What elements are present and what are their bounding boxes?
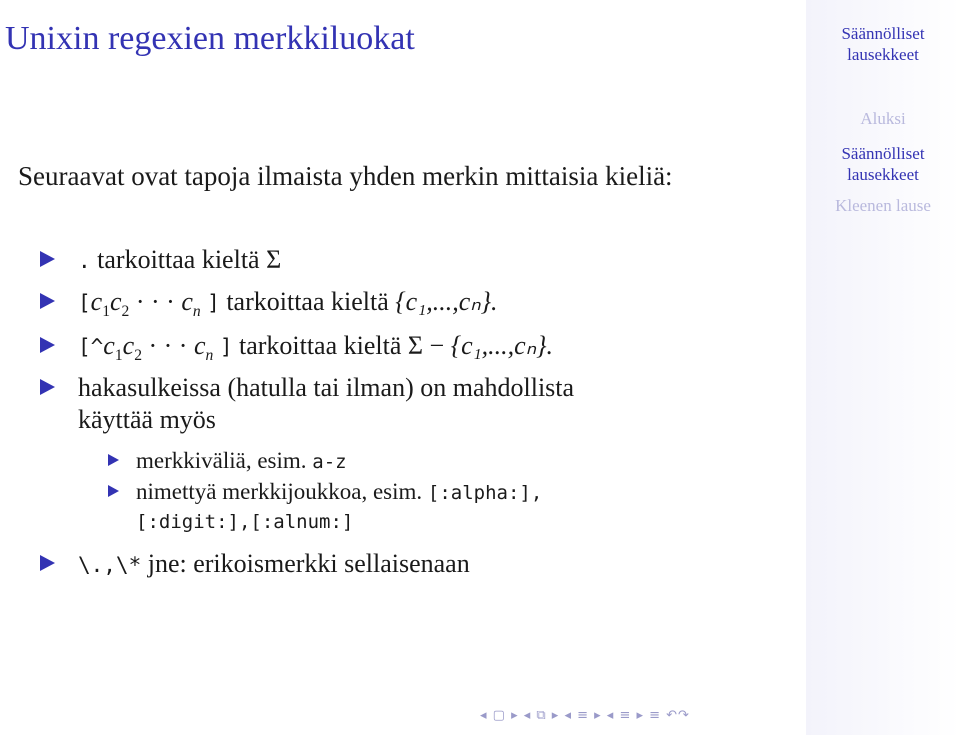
sidebar-section-title[interactable]: Säännölliset lausekkeet [841,24,925,64]
slide-title: Unixin regexien merkkiluokat [5,20,415,57]
code-class: [:alpha:], [427,482,543,504]
item-text: tarkoittaa kieltä Σ [90,245,282,274]
subitem-text: merkkiväliä, esim. [136,448,313,473]
item-text: tarkoittaa kieltä Σ − [232,331,451,360]
code-escape: \.,\* [78,553,142,577]
math-c: c [181,287,193,316]
small-bullet-triangle-icon [108,454,119,466]
sidebar [806,0,960,735]
code-bracket-close: ] [219,335,233,359]
bullet-triangle-icon [40,251,55,267]
math-c: c [90,287,103,316]
sidebar-item-saannolliset[interactable]: Säännölliset lausekkeet [841,144,925,184]
math-set: {c₁,...,cₙ}. [395,287,498,316]
sidebar-item-kleenen[interactable]: Kleenen lause [835,196,931,215]
intro-text: Seuraavat ovat tapoja ilmaista yhden merkin mittaisia kieliä: [18,161,673,191]
item-text: jne: erikoismerkki sellaisenaan [141,549,470,578]
math-set: {c₁,...,cₙ}. [450,331,553,360]
math-c: c [193,331,206,360]
code-bracket-open: [ [78,291,91,315]
subitem-text: nimettyä merkkijoukkoa, esim. [136,479,428,504]
item-text-line1: hakasulkeissa (hatulla tai ilman) on mahdollista [78,373,575,402]
code-bracket-open: [^ [78,335,104,359]
bullet-triangle-icon [40,337,55,353]
code-range: a-z [312,451,347,473]
code-class-cont: [:digit:],[:alnum:] [136,511,354,533]
bullet-triangle-icon [40,555,55,571]
bullet-triangle-icon [40,293,55,309]
code-bracket-close: ] [207,291,220,315]
math-c: c [110,287,122,316]
navigation-symbols-icon[interactable]: ◂ ▢ ▸ ◂ ⧉ ▸ ◂ ≡ ▸ ◂ ≡ ▸ ≡ ↶↷ [480,708,690,723]
code-dot: . [78,249,91,273]
bullet-triangle-icon [40,379,55,395]
slide-main: Unixin regexien merkkiluokat Seuraavat ovat tapoja ilmaista yhden merkin mittaisia kieliä: . tarkoittaa kieltä Σ [$c_1c_2$ · · · $c_n$ ] tarkoittaa kieltä {c₁,...,cₙ}. [$\^{}c_1c_2$ · · · $c_n$ ] tarkoittaa kieltä Σ − {c₁,...,cₙ}. hakasulkeissa (hatulla tai ilman) on mahdollista käyttää myös merkkiväliä, esim. a-z nimettyä merkkijoukkoa, esim. [:alpha:], [:digit:],[:alnum:] \.,\* jne: erikoismerkki sellaisenaan ◂ ▢ ▸ ◂ ⧉ ▸ ◂ ≡ ▸ ◂ ≡ ▸ ≡ ↶↷ [0,0,806,735]
item-text: tarkoittaa kieltä [219,287,396,316]
item-text-line2: käyttää myös [78,405,216,434]
math-c: c [122,331,135,360]
math-c: c [103,331,115,360]
sidebar-item-aluksi[interactable]: Aluksi [860,109,906,128]
small-bullet-triangle-icon [108,485,119,497]
